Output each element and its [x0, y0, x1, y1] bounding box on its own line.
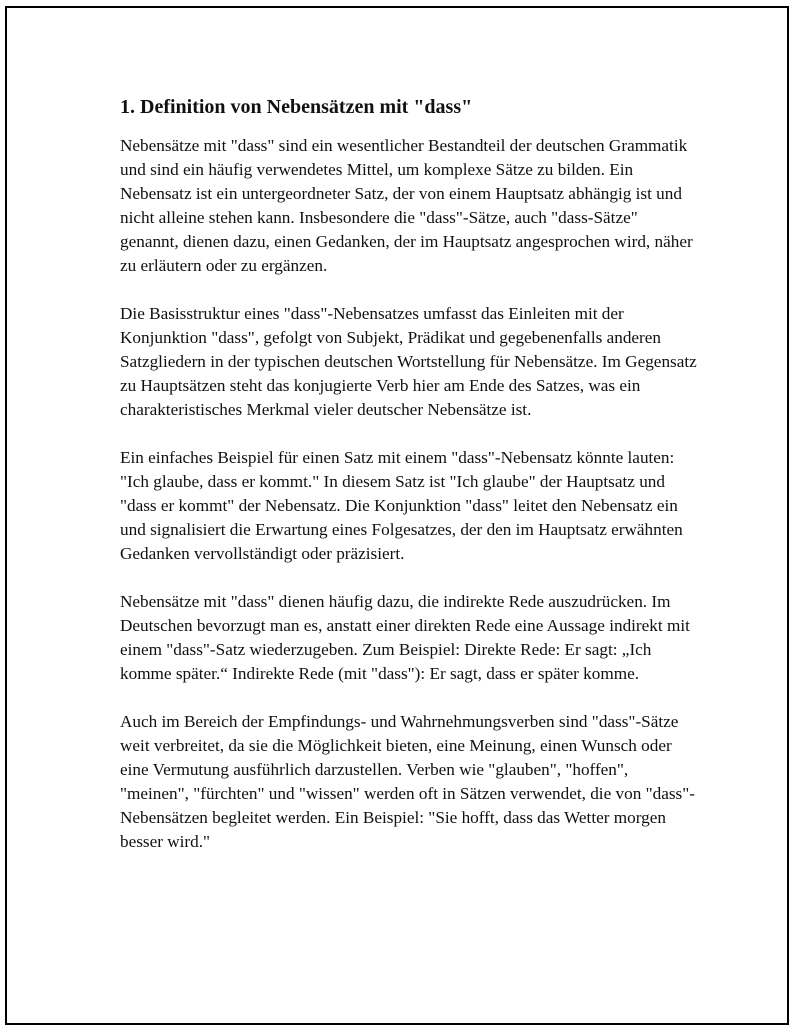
- document-page: [5, 6, 789, 1025]
- paragraph-2: Die Basisstruktur eines "dass"-Nebensatzes umfasst das Einleiten mit der Konjunktion "dass", gefolgt von Subjekt, Prädikat und gegebenenfalls anderen Satzgliedern in der typischen deutschen Wortstellung für Nebensätze. Im Gegensatz zu Hauptsätzen steht das konjugierte Verb hier am Ende des Satzes, was ein charakteristisches Merkmal vieler deutscher Nebensätze ist.: [120, 304, 697, 419]
- paragraph-1: Nebensätze mit "dass" sind ein wesentlicher Bestandteil der deutschen Grammatik und sind ein häufig verwendetes Mittel, um komplexe Sätze zu bilden. Ein Nebensatz ist ein untergeordneter Satz, der von einem Hauptsatz abhängig ist und nicht alleine stehen kann. Insbesondere die "dass"-Sätze, auch "dass-Sätze" genannt, dienen dazu, einen Gedanken, der im Hauptsatz angesprochen wird, näher zu erläutern oder zu ergänzen.: [120, 136, 693, 275]
- paragraph-5: Auch im Bereich der Empfindungs- und Wahrnehmungsverben sind "dass"-Sätze weit verbreitet, da sie die Möglichkeit bieten, eine Meinung, einen Wunsch oder eine Vermutung ausführlich darzustellen. Verben wie "glauben", "hoffen", "meinen", "fürchten" und "wissen" werden oft in Sätzen verwendet, die von "dass"-Nebensätzen begleitet werden. Ein Beispiel: "Sie hofft, dass das Wetter morgen besser wird.": [120, 712, 695, 851]
- document-body: [120, 94, 700, 878]
- section-heading: 1. Definition von Nebensätzen mit "dass": [120, 96, 473, 118]
- paragraph-3: Ein einfaches Beispiel für einen Satz mit einem "dass"-Nebensatz könnte lauten: "Ich glaube, dass er kommt." In diesem Satz ist "Ich glaube" der Hauptsatz und "dass er kommt" der Nebensatz. Die Konjunktion "dass" leitet den Nebensatz ein und signalisiert die Erwartung eines Folgesatzes, der den im Hauptsatz erwähnten Gedanken vervollständigt oder präzisiert.: [120, 448, 683, 563]
- paragraph-4: Nebensätze mit "dass" dienen häufig dazu, die indirekte Rede auszudrücken. Im Deutschen bevorzugt man es, anstatt einer direkten Rede eine Aussage indirekt mit einem "dass"-Satz wiederzugeben. Zum Beispiel: Direkte Rede: Er sagt: „Ich komme später.“ Indirekte Rede (mit "dass"): Er sagt, dass er später komme.: [120, 592, 690, 683]
